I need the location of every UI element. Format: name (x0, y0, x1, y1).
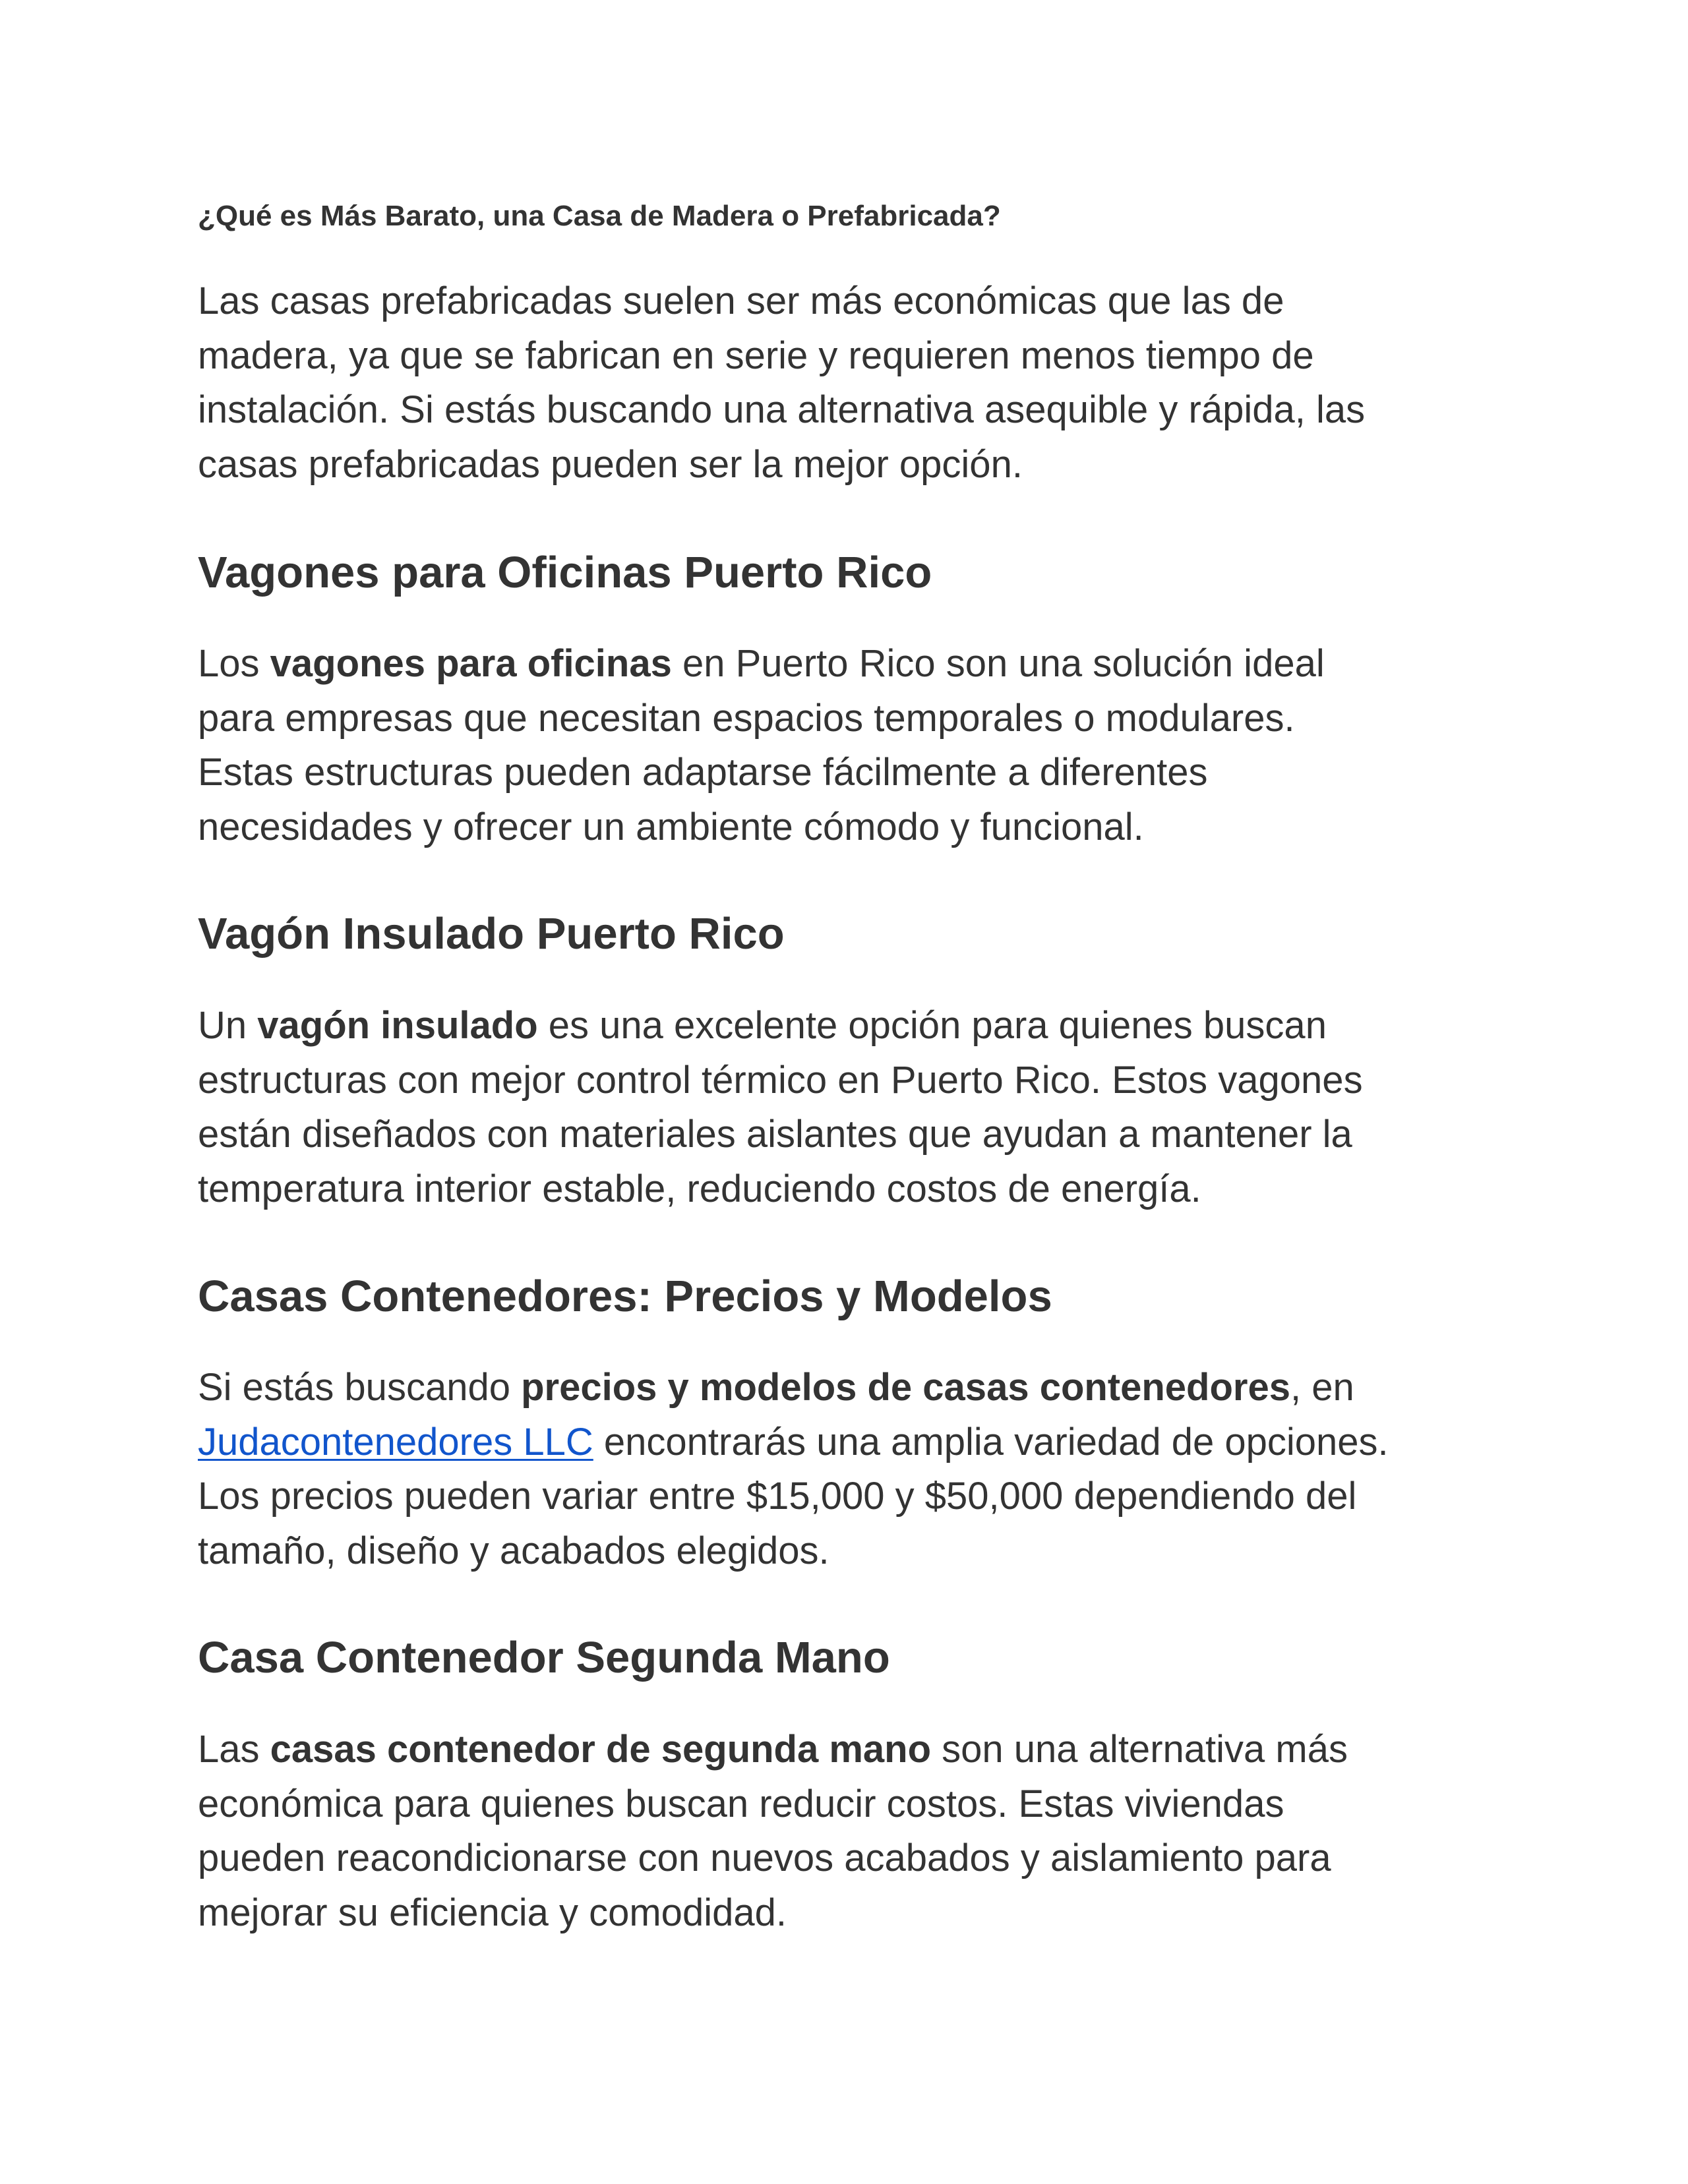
paragraph-line: Las casas contenedor de segunda mano son una alternativa más (198, 1728, 1348, 1771)
bold-keyword: precios y modelos de casas contenedores (521, 1366, 1291, 1409)
paragraph-line: instalación. Si estás buscando una alternativa asequible y rápida, las (198, 388, 1366, 431)
section-heading-casas-contenedores: Casas Contenedores: Precios y Modelos (198, 1272, 1052, 1321)
section-paragraph-casas-contenedores (198, 1361, 1389, 1578)
paragraph-line: Las casas prefabricadas suelen ser más económicas que las de (198, 280, 1284, 322)
paragraph-line: están diseñados con materiales aislantes que ayudan a mantener la (198, 1113, 1352, 1156)
bold-keyword: casas contenedor de segunda mano (270, 1728, 932, 1771)
section-paragraph-segunda-mano (198, 1723, 1348, 1940)
paragraph-line: económica para quienes buscan reducir costos. Estas viviendas (198, 1782, 1284, 1825)
judacontenedores-link[interactable]: Judacontenedores LLC (198, 1420, 593, 1463)
section-heading-vagon-insulado: Vagón Insulado Puerto Rico (198, 909, 785, 959)
section-paragraph-vagones-oficinas (198, 637, 1325, 854)
paragraph-line: Un vagón insulado es una excelente opción para quienes buscan (198, 1004, 1327, 1047)
intro-paragraph (198, 274, 1365, 492)
paragraph-line: temperatura interior estable, reduciendo costos de energía. (198, 1167, 1201, 1210)
bold-keyword: vagón insulado (257, 1004, 538, 1047)
paragraph-line: Los vagones para oficinas en Puerto Rico son una solución ideal (198, 642, 1325, 685)
intro-heading: ¿Qué es Más Barato, una Casa de Madera o Prefabricada? (198, 200, 1001, 232)
paragraph-line: pueden reacondicionarse con nuevos acabados y aislamiento para (198, 1837, 1331, 1879)
paragraph-line: para empresas que necesitan espacios temporales o modulares. (198, 696, 1295, 740)
section-heading-segunda-mano: Casa Contenedor Segunda Mano (198, 1633, 890, 1682)
paragraph-line: Si estás buscando precios y modelos de casas contenedores, en (198, 1366, 1354, 1409)
paragraph-line: estructuras con mejor control térmico en Puerto Rico. Estos vagones (198, 1058, 1363, 1102)
paragraph-line: casas prefabricadas pueden ser la mejor opción. (198, 442, 1023, 486)
paragraph-line: madera, ya que se fabrican en serie y requieren menos tiempo de (198, 334, 1314, 377)
paragraph-line: necesidades y ofrecer un ambiente cómodo y funcional. (198, 805, 1144, 848)
section-heading-vagones-oficinas: Vagones para Oficinas Puerto Rico (198, 548, 932, 597)
paragraph-line: mejorar su eficiencia y comodidad. (198, 1891, 787, 1934)
paragraph-line: Estas estructuras pueden adaptarse fácilmente a diferentes (198, 751, 1208, 794)
paragraph-line: Judacontenedores LLC encontrarás una amplia variedad de opciones. (198, 1420, 1389, 1463)
paragraph-line: tamaño, diseño y acabados elegidos. (198, 1529, 829, 1572)
paragraph-line: Los precios pueden variar entre $15,000 y $50,000 dependiendo del (198, 1475, 1357, 1518)
bold-keyword: vagones para oficinas (270, 642, 672, 685)
section-paragraph-vagon-insulado (198, 999, 1363, 1216)
